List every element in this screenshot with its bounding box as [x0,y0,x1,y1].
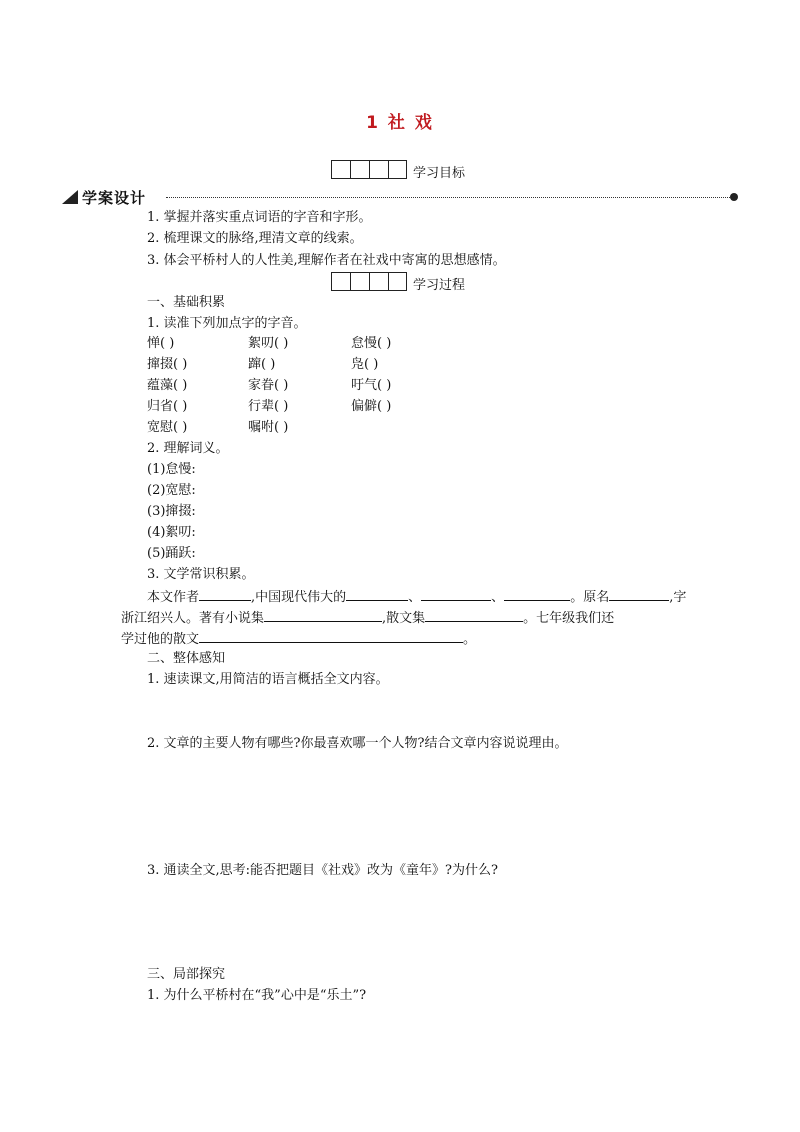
fill-blank[interactable] [609,587,669,601]
pron-item: 偏僻( ) [351,399,392,414]
pron-item: 絮叨( ) [248,336,289,351]
pron-item: 行辈( ) [248,399,289,414]
question-meaning: 2. 理解词义。 [147,441,229,456]
lit-text: 。原名 [570,590,610,605]
question-pronunciation: 1. 读准下列加点字的字音。 [147,316,307,331]
part3-heading: 三、局部探究 [147,967,226,982]
section-label-process: 学习过程 [413,278,466,293]
pron-item: 凫( ) [351,357,379,372]
lit-text: 学过他的散文 [121,632,200,647]
banner-label: 学案设计 [82,189,147,207]
section-boxes-process [331,272,407,291]
fill-blank[interactable] [199,587,251,601]
word-item: (1)怠慢: [147,462,196,477]
fill-blank[interactable] [425,608,523,622]
fill-blank[interactable] [421,587,491,601]
question-title-change: 3. 通读全文,思考:能否把题目《社戏》改为《童年》?为什么? [147,863,498,878]
word-item: (3)撺掇: [147,504,196,519]
fill-blank[interactable] [264,608,382,622]
part1-heading: 一、基础积累 [147,295,226,310]
pron-item: 蹿( ) [248,357,276,372]
pron-item: 嘱咐( ) [248,420,289,435]
fill-blank[interactable] [199,629,463,643]
question-literature: 3. 文学常识积累。 [147,567,255,582]
pron-item: 归省( ) [147,399,188,414]
goal-item: 1. 掌握并落实重点词语的字音和字形。 [147,210,372,225]
lit-text: ,散文集 [382,611,426,626]
goal-item: 2. 梳理课文的脉络,理清文章的线索。 [147,231,363,246]
triangle-icon [62,190,78,204]
literature-line-1 [147,587,686,606]
lit-text: 、 [408,590,422,605]
section-boxes-goals [331,160,407,179]
question-characters: 2. 文章的主要人物有哪些?你最喜欢哪一个人物?结合文章内容说说理由。 [147,736,568,751]
lit-text: 浙江绍兴人。著有小说集 [121,611,265,626]
question-summary: 1. 速读课文,用简洁的语言概括全文内容。 [147,672,389,687]
pron-item: 宽慰( ) [147,420,188,435]
lit-text: 本文作者 [147,590,200,605]
question-paradise: 1. 为什么平桥村在“我”心中是“乐土”? [147,988,367,1003]
part2-heading: 二、整体感知 [147,651,226,666]
page-title: 1 社 戏 [366,113,434,133]
pron-item: 家眷( ) [248,378,289,393]
section-label-goals: 学习目标 [413,166,466,181]
dotted-rule [166,197,732,198]
pron-item: 蕴藻( ) [147,378,188,393]
word-item: (4)絮叨: [147,525,196,540]
pron-item: 吁气( ) [351,378,392,393]
lit-text: 。 [463,632,477,647]
pron-item: 惮( ) [147,336,175,351]
fill-blank[interactable] [504,587,570,601]
rule-end-dot [730,193,738,201]
word-item: (2)宽慰: [147,483,196,498]
lit-text: 、 [491,590,505,605]
word-item: (5)踊跃: [147,546,196,561]
goal-item: 3. 体会平桥村人的人性美,理解作者在社戏中寄寓的思想感情。 [147,253,506,268]
fill-blank[interactable] [346,587,408,601]
lit-text: 。七年级我们还 [523,611,615,626]
lit-text: ,字 [669,590,687,605]
literature-line-3 [121,629,476,648]
design-banner [58,187,738,209]
lit-text: ,中国现代伟大的 [251,590,347,605]
pron-item: 撺掇( ) [147,357,188,372]
literature-line-2 [121,608,614,627]
pron-item: 怠慢( ) [351,336,392,351]
